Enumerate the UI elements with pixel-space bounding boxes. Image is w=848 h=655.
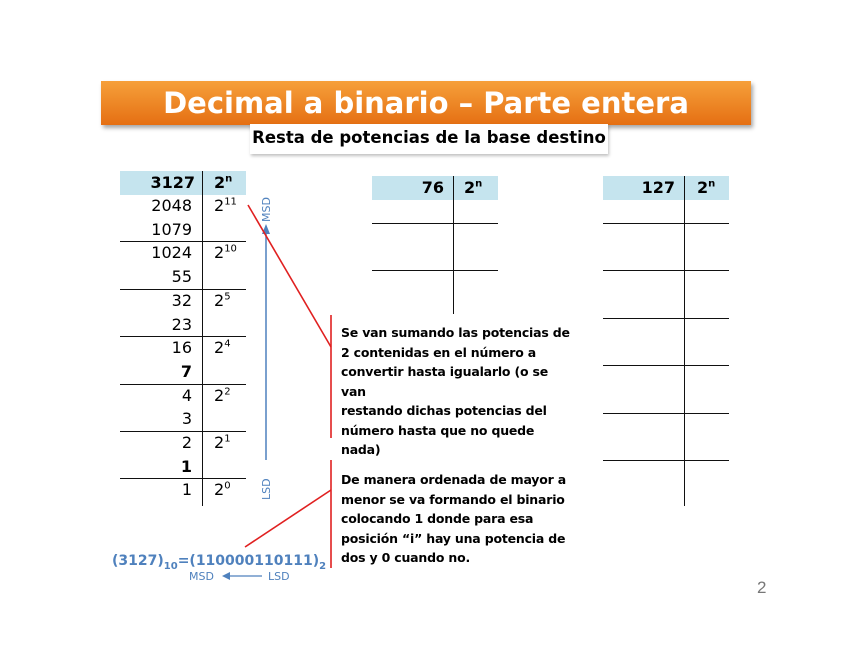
power-exponent: 11 xyxy=(224,196,237,208)
note2-line: De manera ordenada de mayor a xyxy=(341,472,566,487)
note2-line: posición “i” hay una potencia de xyxy=(341,530,566,546)
power-exponent: 2 xyxy=(224,386,231,398)
table1-row-number: 3 xyxy=(181,409,192,429)
power-exponent: 4 xyxy=(224,338,231,350)
power-exponent: 1 xyxy=(224,433,231,445)
table3-header-pow-base: 2 xyxy=(697,178,709,197)
note2-line: menor se va formando el binario xyxy=(341,491,565,507)
table1-header-pow-base: 2 xyxy=(214,173,226,192)
note1-line: 2 contenidas en el número a xyxy=(341,344,537,360)
conversion-result xyxy=(112,553,326,572)
table1-row-number: 1 xyxy=(180,456,192,476)
result-lsd-label: LSD xyxy=(268,570,290,583)
power-base: 2 xyxy=(214,338,225,358)
table1-row-number: 55 xyxy=(171,267,192,287)
note2-line: colocando 1 donde para esa xyxy=(341,511,534,526)
table1-row-number: 16 xyxy=(171,338,192,358)
result-binary-base: 2 xyxy=(319,560,327,572)
note1-line: Se van sumando las potencias de xyxy=(341,325,570,340)
table1-row-number: 2048 xyxy=(151,196,192,215)
power-base: 2 xyxy=(214,243,225,263)
table1-header-num: 3127 xyxy=(150,173,195,192)
page-subtitle: Resta de potencias de la base destino xyxy=(252,128,606,147)
table1-row-number: 32 xyxy=(171,290,192,310)
power-base: 2 xyxy=(214,385,225,405)
note-2 xyxy=(341,470,571,568)
table2-header-pow-base: 2 xyxy=(464,178,476,197)
table1-row-number: 4 xyxy=(181,385,192,405)
note-1 xyxy=(341,323,571,460)
table1-row-number: 1 xyxy=(181,480,192,500)
table1-row-number: 23 xyxy=(171,314,192,334)
power-base: 2 xyxy=(214,196,225,215)
table3-header-pow-exp: n xyxy=(708,178,716,190)
power-exponent: 5 xyxy=(224,291,231,303)
table1-row-number: 1079 xyxy=(151,219,192,239)
axis-lsd-label: LSD xyxy=(260,478,273,500)
page-title: Decimal a binario – Parte entera xyxy=(163,86,689,120)
note1-line: nada) xyxy=(341,442,381,457)
table3-header-num: 127 xyxy=(641,178,675,197)
note1-line: restando dichas potencias del xyxy=(341,403,547,418)
table1-row-number: 1024 xyxy=(151,243,192,263)
note2-line: dos y 0 cuando no. xyxy=(341,550,471,565)
power-base: 2 xyxy=(214,480,225,500)
power-exponent: 10 xyxy=(224,244,237,256)
note1-line: número hasta que no quede xyxy=(341,422,535,438)
result-decimal: (3127) xyxy=(112,553,164,569)
page-number: 2 xyxy=(757,578,767,597)
power-base: 2 xyxy=(214,433,225,452)
power-exponent: 0 xyxy=(224,481,231,493)
table1-row-number: 7 xyxy=(180,361,192,381)
axis-msd-label: MSD xyxy=(260,197,273,222)
table1-header-pow-exp: n xyxy=(225,173,233,185)
result-binary: =(110000110111) xyxy=(177,553,320,569)
result-msd-label: MSD xyxy=(189,570,214,583)
table2-header-pow-exp: n xyxy=(475,178,483,190)
table2-header-num: 76 xyxy=(421,178,444,197)
result-decimal-base: 10 xyxy=(163,560,178,572)
note1-line: convertir hasta igualarlo (o se van xyxy=(341,364,549,399)
table1-row-number: 2 xyxy=(181,433,192,452)
power-base: 2 xyxy=(214,290,225,310)
